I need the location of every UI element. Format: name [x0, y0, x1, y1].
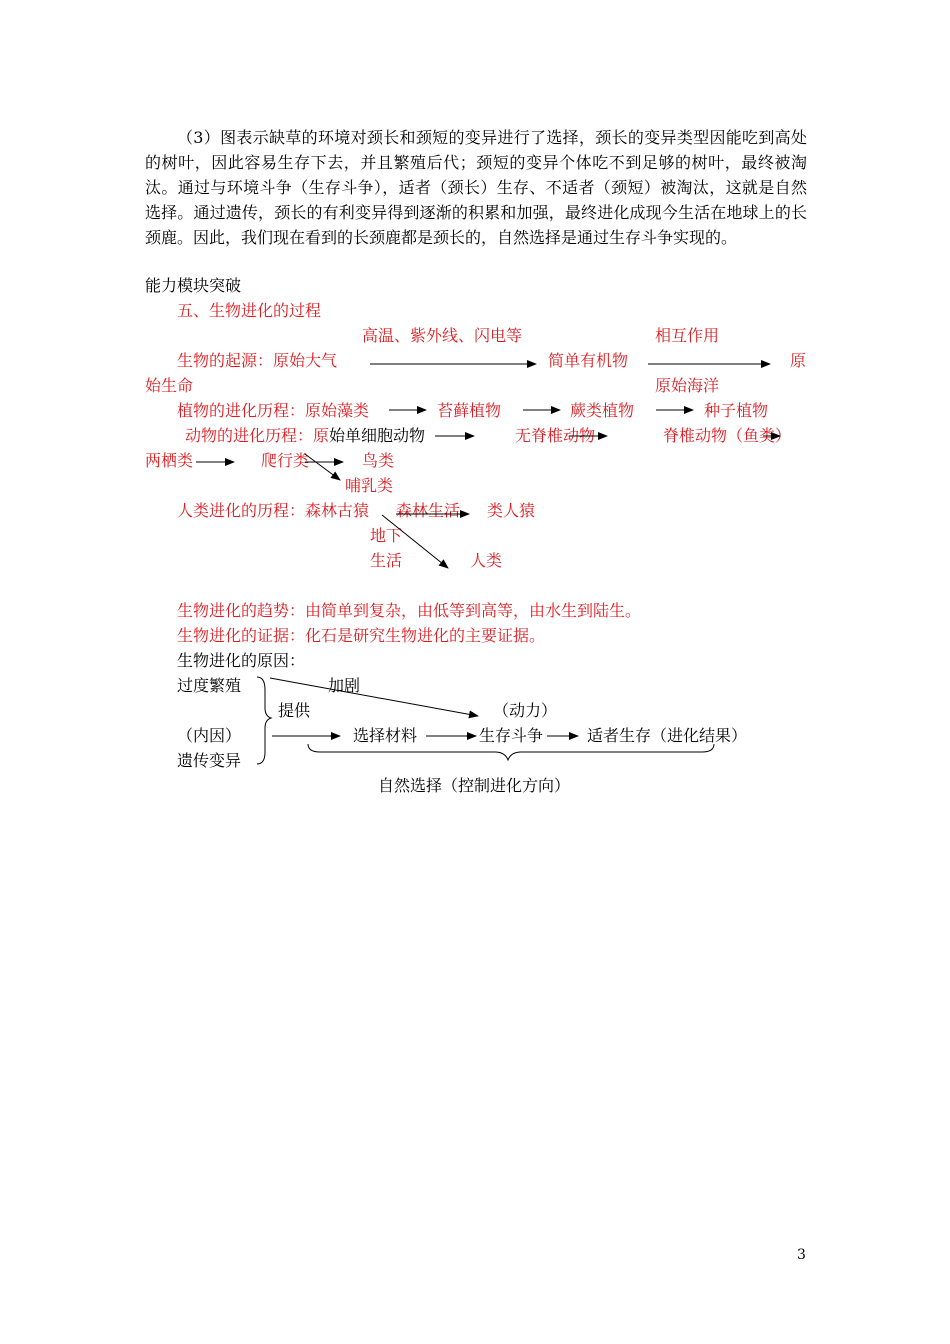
section-heading: 能力模块突破 — [145, 276, 242, 295]
survival-of-fittest: 适者生存（进化结果） — [587, 726, 748, 745]
forest-life: 森林生活 — [396, 501, 461, 520]
internal-cause: （内因） — [177, 726, 242, 745]
mammals: 哺乳类 — [345, 476, 394, 495]
ground-life-a: 地下 — [370, 526, 403, 545]
primitive-life-b: 始生命 — [145, 376, 194, 395]
invertebrates: 无脊椎动物 — [515, 426, 596, 445]
origin-condition-2: 相互作用 — [655, 326, 720, 345]
curly-brace-right — [257, 677, 271, 764]
natural-selection: 自然选择（控制进化方向） — [378, 776, 571, 795]
hereditary-variation: 遗传变异 — [177, 751, 242, 770]
curly-brace-bottom — [308, 744, 714, 760]
amphibians: 两栖类 — [145, 451, 194, 470]
apes: 类人猿 — [487, 501, 536, 520]
evolution-evidence: 生物进化的证据：化石是研究生物进化的主要证据。 — [177, 626, 546, 645]
ground-life-b: 生活 — [370, 551, 403, 570]
driving-force: （动力） — [493, 701, 558, 720]
plants-label: 植物的进化历程：原始藻类 — [177, 401, 370, 420]
origin-label: 生物的起源：原始大气 — [177, 351, 338, 370]
provide: 提供 — [278, 701, 311, 720]
arrow-intensify — [270, 678, 478, 716]
humans-label: 人类进化的历程：森林古猿 — [177, 501, 370, 520]
moss-plants: 苔藓植物 — [437, 401, 502, 420]
overbreeding: 过度繁殖 — [177, 676, 242, 695]
causes-label: 生物进化的原因： — [177, 651, 306, 670]
arrow-to-mammals — [305, 454, 340, 480]
primitive-ocean: 原始海洋 — [655, 376, 720, 395]
evolution-trend: 生物进化的趋势：由简单到复杂，由低等到高等，由水生到陆生。 — [177, 601, 642, 620]
birds: 鸟类 — [362, 451, 395, 470]
fern-plants: 蕨类植物 — [570, 401, 635, 420]
page-number: 3 — [797, 1247, 806, 1263]
selection-material: 选择材料 — [353, 726, 418, 745]
humans: 人类 — [470, 551, 503, 570]
origin-condition-1: 高温、紫外线、闪电等 — [362, 326, 523, 345]
struggle-for-existence: 生存斗争 — [479, 726, 544, 745]
seed-plants: 种子植物 — [704, 401, 769, 420]
primitive-life-a: 原 — [790, 351, 807, 370]
animals-label: 动物的进化历程：原始单细胞动物 — [185, 426, 426, 445]
vertebrates-fish: 脊椎动物（鱼类） — [663, 426, 792, 445]
reptiles: 爬行类 — [261, 451, 310, 470]
paragraph-3: （3）图表示缺草的环境对颈长和颈短的变异进行了选择，颈长的变异类型因能吃到高处的树叶，因此容易生存下去，并且繁殖后代；颈短的变异个体吃不到足够的树叶，最终被淘汰。通过与环境斗争（生存斗争），适者（颈长）生存、不适者（颈短）被淘汰，这就是自然选择。通过遗传，颈长的有利变异得到逐渐的积累和加强，最终进化成现今生活在地球上的长颈鹿。因此，我们现在看到的长颈鹿都是颈长的，自然选择是通过生存斗争实现的。 — [145, 128, 807, 247]
subsection-title: 五、生物进化的过程 — [177, 301, 322, 320]
arrow-to-humans — [382, 515, 448, 568]
simple-organics: 简单有机物 — [548, 351, 629, 370]
intensify: 加剧 — [328, 676, 361, 695]
